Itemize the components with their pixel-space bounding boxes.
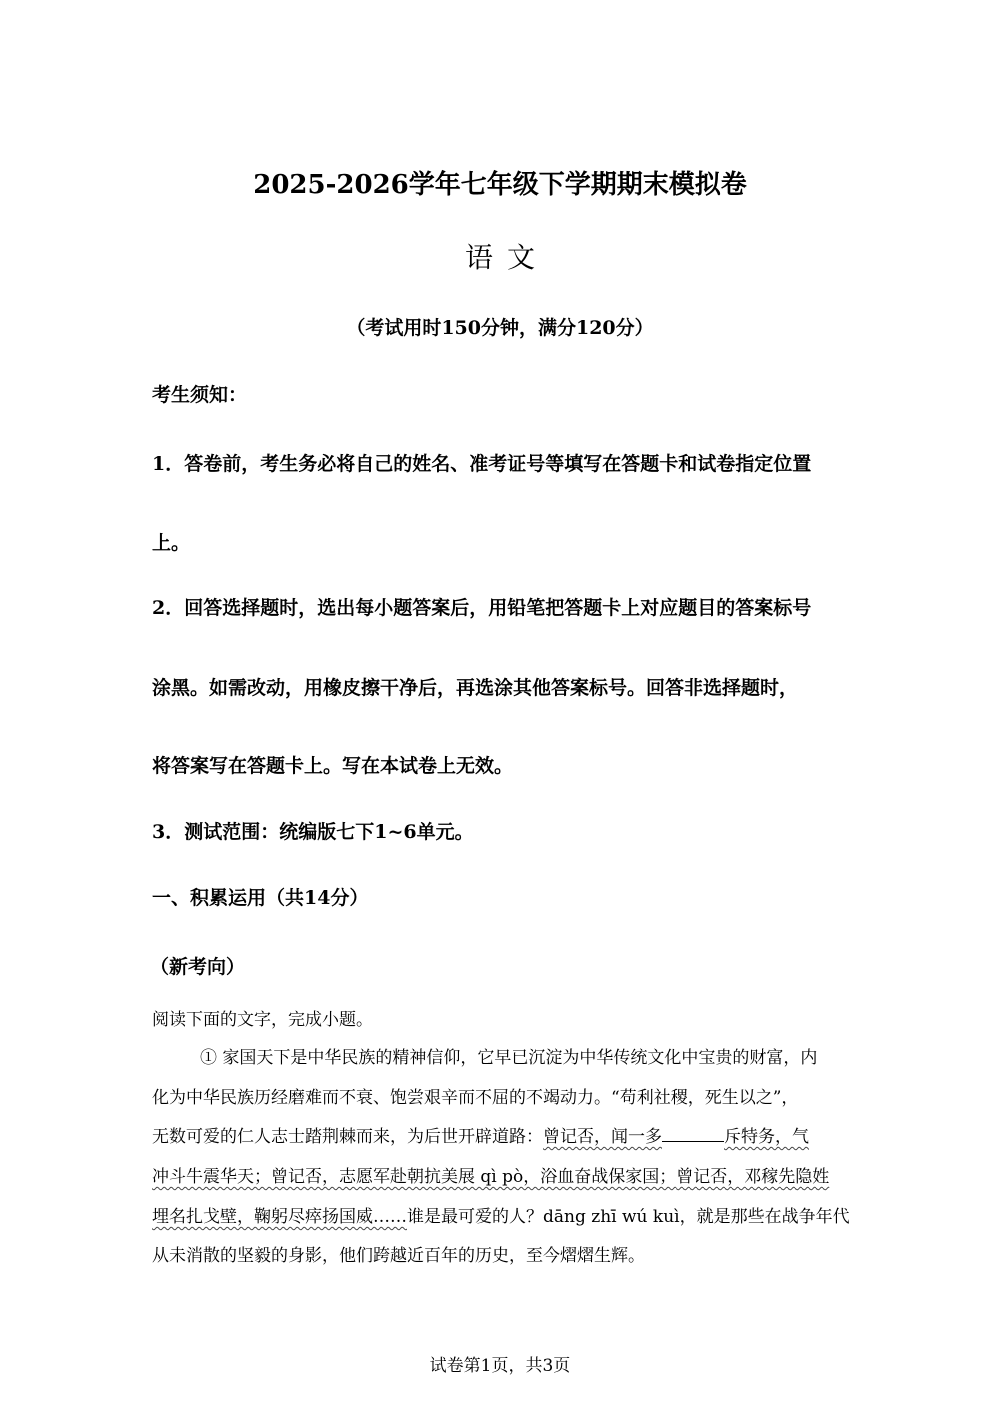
instruction-2-line-3: 将答案写在答题卡上。写在本试卷上无效。	[152, 755, 514, 777]
passage-line-3-wavy-text: 曾记否，闻一多	[543, 1127, 662, 1147]
passage-line-5-rest: 谁是最可爱的人？dāng zhī wú kuì，就是那些在战争年代	[407, 1207, 850, 1227]
instruction-1-line-2: 上。	[152, 532, 191, 554]
instruction-1-line-1: 1．答卷前，考生务必将自己的姓名、准考证号等填写在答题卡和试卷指定位置	[152, 453, 812, 475]
passage-line-3-wavy-end: 斥特务，气	[724, 1127, 809, 1147]
passage-line-3-start: 无数可爱的仁人志士踏荆棘而来，为后世开辟道路：	[152, 1127, 543, 1147]
passage-line-4	[152, 1165, 829, 1189]
passage-line-5-wavy: 埋名扎戈壁，鞠躬尽瘁扬国威……	[152, 1207, 407, 1227]
exam-title: 2025-2026学年七年级下学期期末模拟卷	[253, 170, 747, 200]
reading-prompt: 阅读下面的文字，完成小题。	[152, 1010, 373, 1030]
exam-duration-note: （考试用时150分钟，满分120分）	[346, 317, 654, 339]
passage-line-3-wavy	[543, 1127, 809, 1147]
passage-line-4-wavy-a: 冲斗牛震华天；	[152, 1167, 271, 1187]
subject-title: 语文	[464, 241, 549, 274]
passage-line-3	[152, 1125, 809, 1149]
page-footer: 试卷第1页，共3页	[429, 1356, 571, 1376]
passage-line-6: 从未消散的坚毅的身影，他们跨越近百年的历史，至今熠熠生辉。	[152, 1246, 645, 1266]
passage-line-4-wavy-c: 曾记否，邓稼先隐姓	[676, 1167, 830, 1187]
instruction-2-line-2: 涂黑。如需改动，用橡皮擦干净后，再选涂其他答案标号。回答非选择题时，	[152, 677, 799, 699]
instruction-2-line-1: 2．回答选择题时，选出每小题答案后，用铅笔把答题卡上对应题目的答案标号	[152, 597, 812, 619]
passage-line-4-wavy-b: 曾记否，志愿军赴朝抗美展 qì pò，浴血奋战保家国；	[271, 1167, 677, 1187]
passage-line-5	[152, 1205, 850, 1229]
instruction-3: 3．测试范围：统编版七下1~6单元。	[152, 821, 474, 843]
instructions-heading: 考生须知：	[152, 384, 248, 406]
passage-line-2: 化为中华民族历经磨难而不衰、饱尝艰辛而不屈的不竭动力。“苟利社稷，死生以之”，	[152, 1088, 799, 1108]
section-1-tag: （新考向）	[150, 956, 246, 978]
section-1-heading: 一、积累运用（共14分）	[152, 887, 369, 909]
fill-in-blank[interactable]	[662, 1125, 724, 1142]
passage-line-1: ① 家国天下是中华民族的精神信仰，它早已沉淀为中华传统文化中宝贵的财富，内	[200, 1048, 818, 1068]
